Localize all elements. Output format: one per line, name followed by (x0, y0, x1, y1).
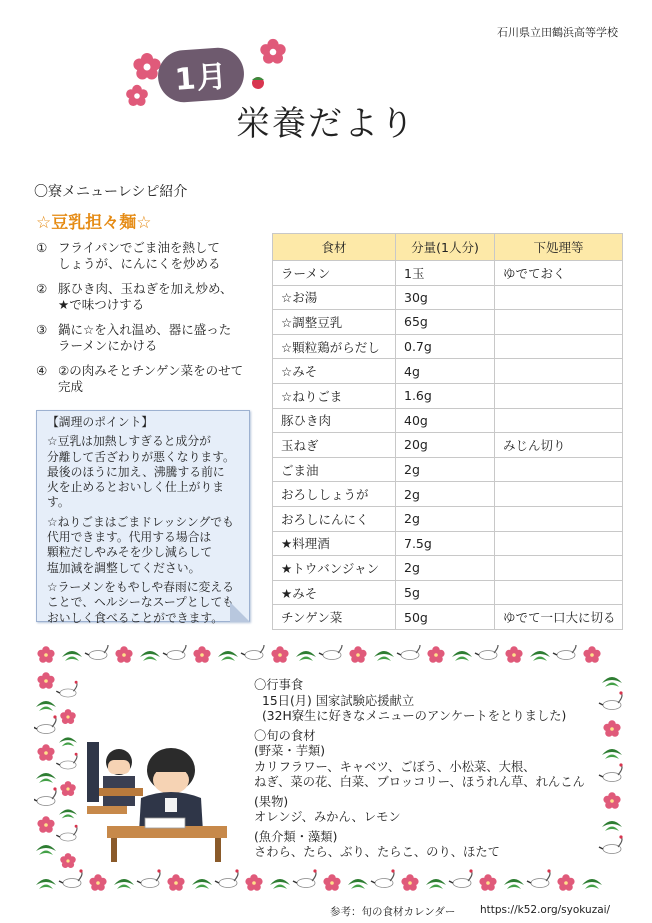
plum-flower-icon (427, 646, 444, 663)
table-cell (495, 383, 623, 408)
table-cell: ☆顆粒鶏がらだし (273, 334, 396, 359)
recipe-step (36, 240, 264, 272)
cooking-tips-title: 【調理のポイント】 (47, 415, 154, 429)
table-cell: 2g (396, 482, 495, 507)
table-cell: ごま油 (273, 457, 396, 482)
table-row (273, 433, 623, 458)
table-row (273, 359, 623, 384)
plum-flower-icon (60, 853, 75, 868)
column-header: 下処理等 (495, 234, 623, 261)
table-cell: おろししょうが (273, 482, 396, 507)
table-row (273, 285, 623, 310)
table-cell: 1.6g (396, 383, 495, 408)
table-cell: チンゲン菜 (273, 605, 396, 630)
table-cell (495, 359, 623, 384)
veg-heading: (野菜・芋類) (254, 744, 326, 758)
pine-icon (36, 701, 56, 711)
cooking-tip: ☆ラーメンをもやしや春雨に変える ことで、ヘルシーなスープとしても おいしく食べることができます。 (47, 579, 235, 625)
fish-list: さわら、たら、ぶり、たらこ、のり、ほたて (254, 845, 500, 859)
pine-icon (426, 879, 446, 889)
table-cell: 4g (396, 359, 495, 384)
table-row (273, 383, 623, 408)
event-line: (32H寮生に好きなメニューのアンケートをとりました) (262, 709, 567, 723)
plum-flower-icon (259, 38, 287, 66)
table-cell: 7.5g (396, 531, 495, 556)
table-cell: 2g (396, 556, 495, 581)
plum-flower-icon (37, 646, 54, 663)
fruit-list: オレンジ、みかん、レモン (254, 810, 401, 824)
crane-icon (319, 645, 343, 660)
plum-flower-icon (323, 874, 340, 891)
table-cell (495, 408, 623, 433)
pine-icon (374, 651, 394, 661)
pine-icon (59, 737, 77, 746)
crane-icon (449, 869, 473, 887)
table-cell: 50g (396, 605, 495, 630)
students-test-illustration (87, 736, 227, 864)
pine-icon (296, 651, 316, 661)
table-row (273, 506, 623, 531)
plum-flower-icon (37, 672, 54, 689)
reference-text: 参考：旬の食材カレンダー (330, 906, 456, 918)
crane-icon (34, 715, 57, 733)
page-title: 栄養だより (236, 104, 416, 144)
crane-icon (475, 645, 499, 660)
veg-list: ねぎ、菜の花、白菜、ブロッコリー、ほうれん草、れんこん (254, 775, 585, 789)
reference-url[interactable]: https://k52.org/syokuzai/ (480, 904, 611, 916)
plum-flower-icon (89, 874, 106, 891)
step-number: ① (36, 240, 48, 255)
pine-icon (452, 651, 472, 661)
plum-flower-icon (583, 646, 600, 663)
pine-icon (530, 651, 550, 661)
pine-icon (36, 845, 56, 855)
plum-flower-icon (60, 781, 75, 796)
pine-icon (36, 879, 56, 889)
table-cell: おろしにんにく (273, 506, 396, 531)
pine-icon (348, 879, 368, 889)
column-header: 食材 (273, 234, 396, 261)
veg-list: カリフラワー、キャベツ、ごぼう、小松菜、大根、 (254, 759, 536, 774)
step-number: ② (36, 281, 48, 296)
table-cell: 0.7g (396, 334, 495, 359)
recipe-steps (36, 240, 264, 404)
plum-flower-icon (401, 874, 418, 891)
table-cell: ☆調整豆乳 (273, 310, 396, 335)
table-cell: ゆでて一口大に切る (495, 605, 623, 630)
recipe-step (36, 281, 264, 313)
table-row (273, 334, 623, 359)
step-text: ②の肉みそとチンゲン菜をのせて 完成 (58, 363, 244, 394)
crane-icon (163, 645, 187, 660)
crane-icon (215, 869, 239, 887)
table-row (273, 457, 623, 482)
crane-icon (527, 869, 551, 887)
recipe-step (36, 363, 264, 395)
table-row (273, 605, 623, 630)
table-cell (495, 482, 623, 507)
table-row (273, 580, 623, 605)
fish-heading: (魚介類・藻類) (254, 829, 338, 844)
pine-icon (270, 879, 290, 889)
recipe-step (36, 322, 264, 354)
table-cell (495, 334, 623, 359)
table-cell: ★料理酒 (273, 531, 396, 556)
crane-icon (137, 869, 161, 887)
table-cell: ★トウバンジャン (273, 556, 396, 581)
table-row (273, 482, 623, 507)
school-name: 石川県立田鶴浜高等学校 (497, 26, 618, 39)
plum-flower-icon (349, 646, 366, 663)
table-cell: ★みそ (273, 580, 396, 605)
column-header: 分量(1人分) (396, 234, 495, 261)
table-header-row (273, 234, 623, 261)
pine-icon (192, 879, 212, 889)
events-section (254, 678, 614, 861)
table-row (273, 310, 623, 335)
pine-icon (36, 773, 56, 783)
recipe-section-heading: 〇寮メニューレシピ紹介 (34, 184, 188, 200)
plum-flower-icon (37, 816, 54, 833)
crane-icon (397, 645, 421, 660)
fruit-heading: (果物) (254, 794, 289, 809)
table-cell (495, 531, 623, 556)
crane-icon (59, 869, 83, 887)
table-cell: みじん切り (495, 433, 623, 458)
plum-flower-icon (115, 646, 132, 663)
plum-flower-icon (557, 874, 574, 891)
plum-flower-icon (479, 874, 496, 891)
page-fold-corner (230, 602, 250, 622)
table-cell: 1玉 (396, 261, 495, 286)
crane-icon (56, 753, 77, 769)
crane-icon (553, 645, 577, 660)
table-cell (495, 506, 623, 531)
plum-flower-icon (245, 874, 262, 891)
table-row (273, 261, 623, 286)
table-cell: ラーメン (273, 261, 396, 286)
table-cell (495, 285, 623, 310)
table-row (273, 408, 623, 433)
plum-flower-icon (167, 874, 184, 891)
cooking-tip: ☆豆乳は加熱しすぎると成分が 分離して舌ざわりが悪くなります。 最後のほうに加え、沸騰する前に 火を止めるとおいしく仕上がります。 (47, 434, 235, 510)
table-cell: 30g (396, 285, 495, 310)
pine-icon (59, 809, 77, 818)
pine-icon (582, 879, 602, 889)
table-row (273, 531, 623, 556)
event-line: 15日(月) 国家試験応援献立 (262, 693, 415, 708)
table-cell (495, 580, 623, 605)
table-row (273, 556, 623, 581)
plum-flower-icon (271, 646, 288, 663)
table-cell: ☆みそ (273, 359, 396, 384)
table-cell (495, 556, 623, 581)
crane-icon (85, 645, 109, 660)
table-cell (495, 457, 623, 482)
step-text: フライパンでごま油を熱して しょうが、にんにくを炒める (58, 240, 221, 271)
table-cell: ☆ねりごま (273, 383, 396, 408)
plum-flower-icon (37, 744, 54, 761)
table-cell: 65g (396, 310, 495, 335)
table-cell: 20g (396, 433, 495, 458)
crane-icon (56, 825, 77, 841)
table-cell: 40g (396, 408, 495, 433)
ingredients-table (272, 233, 623, 630)
event-heading: 〇行事食 (254, 678, 304, 692)
crane-icon (56, 681, 77, 697)
dish-name: ☆豆乳担々麺☆ (36, 213, 152, 233)
table-cell (495, 310, 623, 335)
cooking-tip: ☆ねりごまはごまドレッシングでも 代用できます。代用する場合は 顆粒だしやみそを少し減らして 塩加減を調整してください。 (47, 514, 234, 575)
table-cell: ゆでておく (495, 261, 623, 286)
table-cell: 玉ねぎ (273, 433, 396, 458)
crane-icon (34, 787, 57, 805)
plum-flower-icon (193, 646, 210, 663)
table-cell: 5g (396, 580, 495, 605)
step-number: ④ (36, 363, 48, 378)
table-cell: 2g (396, 457, 495, 482)
month-badge: 1月 (156, 46, 245, 104)
plum-flower-icon (60, 709, 75, 724)
table-cell: 豚ひき肉 (273, 408, 396, 433)
crane-icon (293, 869, 317, 887)
table-cell: 2g (396, 506, 495, 531)
step-text: 豚ひき肉、玉ねぎを加え炒め、 ★で味つけする (58, 281, 233, 312)
step-number: ③ (36, 322, 48, 337)
pine-icon (504, 879, 524, 889)
seasonal-heading: 〇旬の食材 (254, 728, 316, 743)
pine-icon (218, 651, 238, 661)
pine-icon (140, 651, 160, 661)
pine-icon (114, 879, 134, 889)
table-cell: ☆お湯 (273, 285, 396, 310)
cooking-tips-box (36, 410, 250, 625)
pine-icon (62, 651, 82, 661)
step-text: 鍋に☆を入れ温め、器に盛った ラーメンにかける (58, 322, 232, 353)
plum-flower-icon (505, 646, 522, 663)
crane-icon (371, 869, 395, 887)
plum-bud-icon (248, 72, 268, 92)
crane-icon (241, 645, 265, 660)
